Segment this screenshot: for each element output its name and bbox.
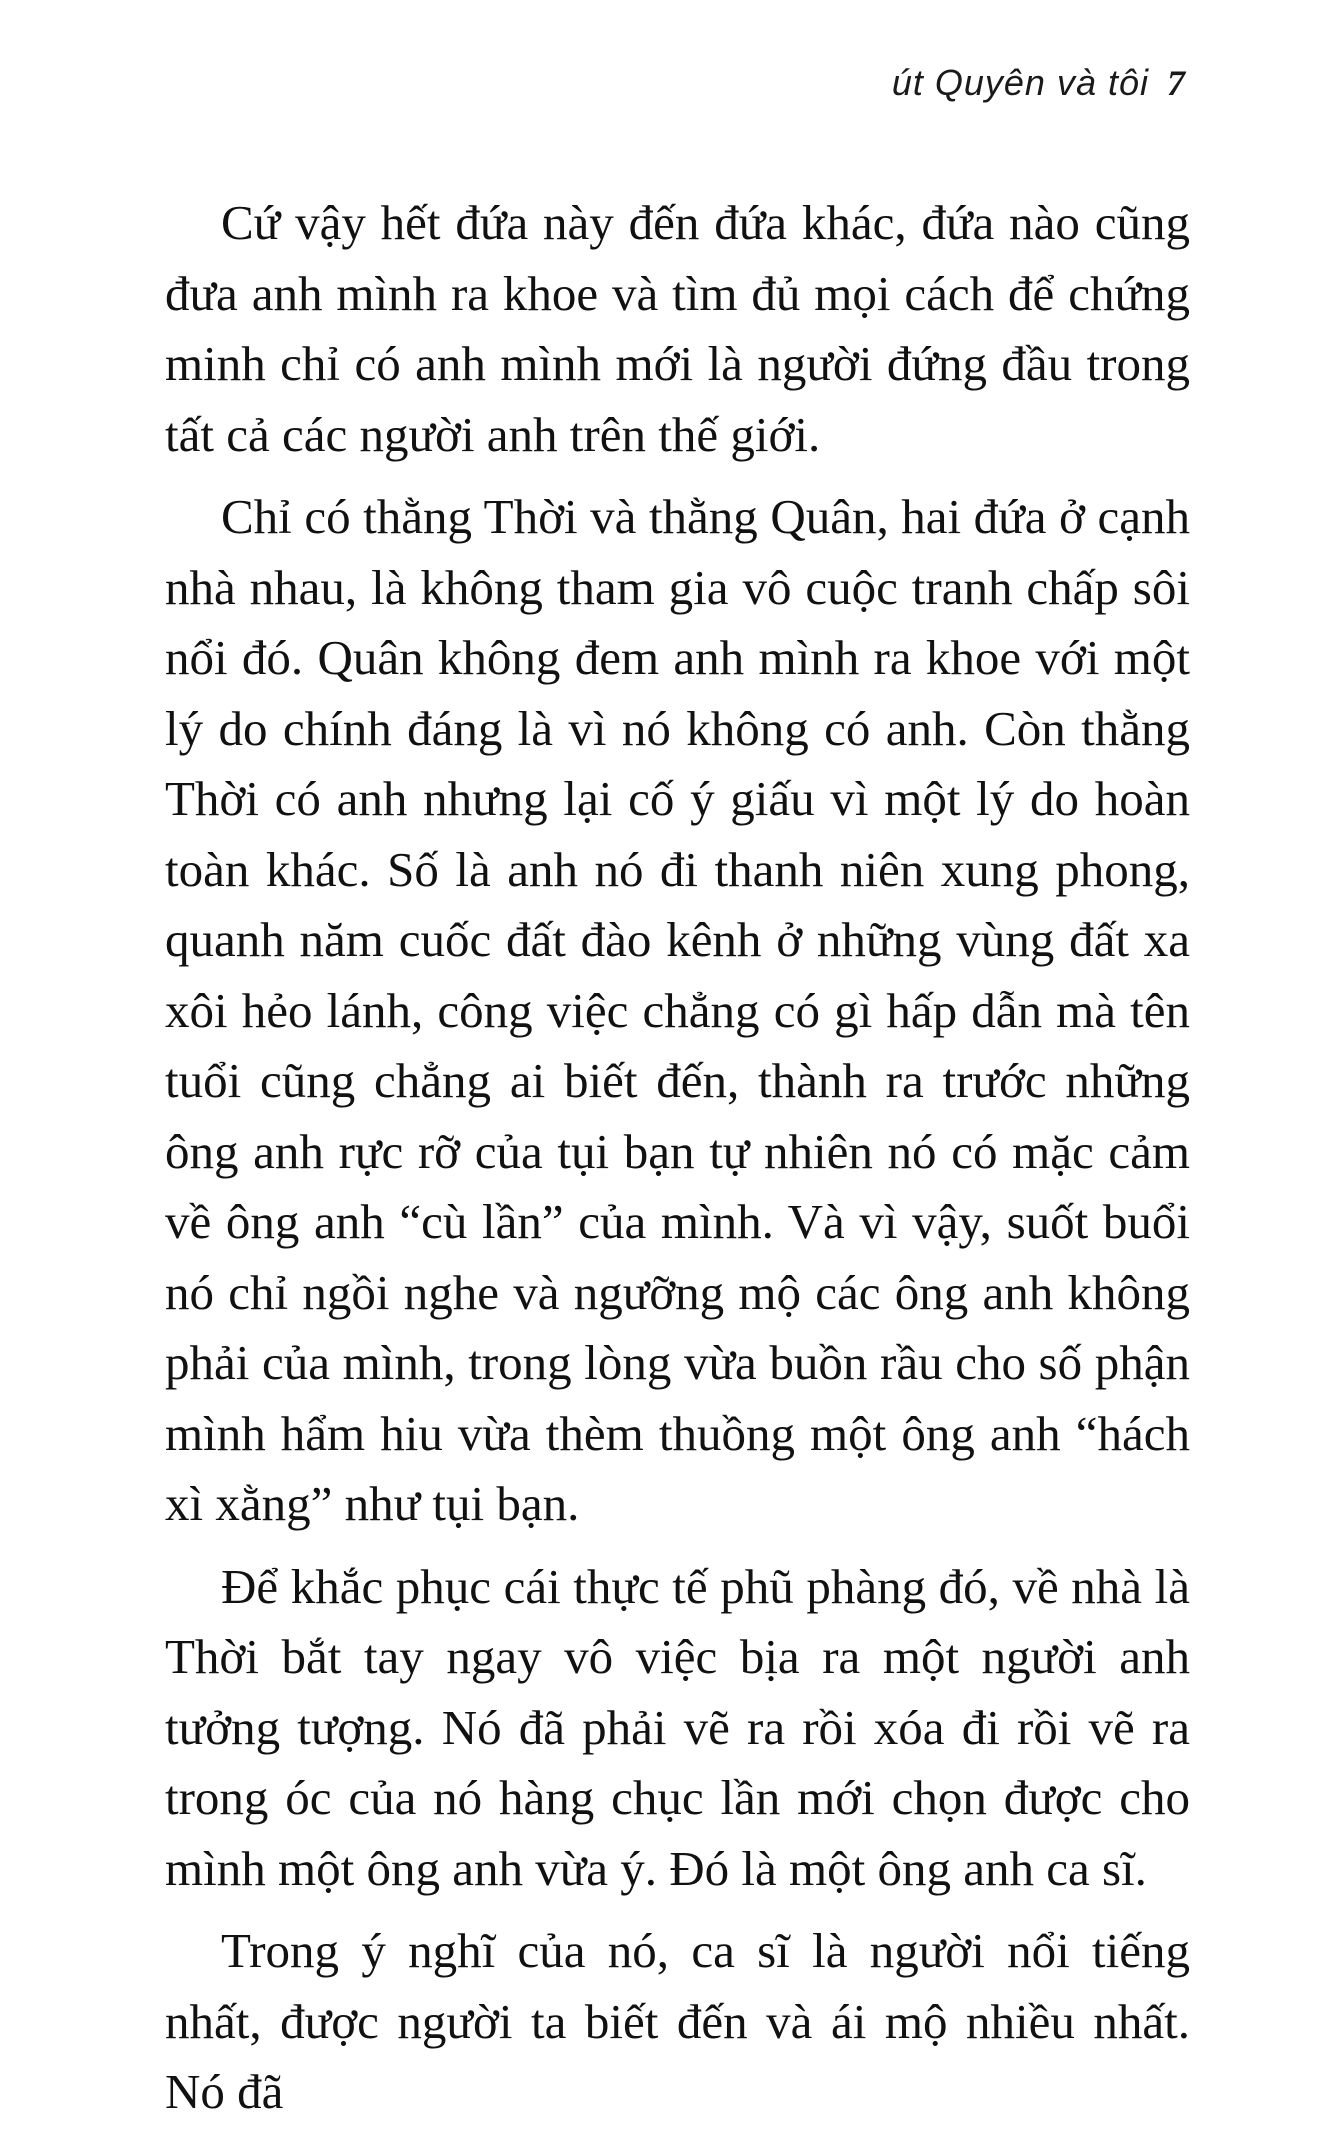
body-text <box>165 188 1190 2140</box>
paragraph: Cứ vậy hết đứa này đến đứa khác, đứa nào cũng đưa anh mình ra khoe và tìm đủ mọi cách để chứng minh chỉ có anh mình mới là người đứng đầu trong tất cả các người anh trên thế giới. <box>165 195 1190 462</box>
paragraph: Trong ý nghĩ của nó, ca sĩ là người nổi tiếng nhất, được người ta biết đến và ái mộ nhiều nhất. Nó đã <box>165 1923 1190 2119</box>
chapter-title: út Quyên và tôi <box>891 62 1149 103</box>
running-header <box>892 62 1186 104</box>
page-number: 7 <box>1167 63 1186 103</box>
paragraph: Chỉ có thằng Thời và thằng Quân, hai đứa ở cạnh nhà nhau, là không tham gia vô cuộc tranh chấp sôi nổi đó. Quân không đem anh mình ra khoe với một lý do chính đáng là vì nó không có anh. Còn thằng Thời có anh nhưng lại cố ý giấu vì một lý do hoàn toàn khác. Số là anh nó đi thanh niên xung phong, quanh năm cuốc đất đào kênh ở những vùng đất xa xôi hẻo lánh, công việc chẳng có gì hấp dẫn mà tên tuổi cũng chẳng ai biết đến, thành ra trước những ông anh rực rỡ của tụi bạn tự nhiên nó có mặc cảm về ông anh “cù lần” của mình. Và vì vậy, suốt buổi nó chỉ ngồi nghe và ngưỡng mộ các ông anh không phải của mình, trong lòng vừa buồn rầu cho số phận mình hẩm hiu vừa thèm thuồng một ông anh “hách xì xằng” như tụi bạn. <box>165 489 1190 1531</box>
paragraph: Để khắc phục cái thực tế phũ phàng đó, về nhà là Thời bắt tay ngay vô việc bịa ra một người anh tưởng tượng. Nó đã phải vẽ ra rồi xóa đi rồi vẽ ra trong óc của nó hàng chục lần mới chọn được cho mình một ông anh vừa ý. Đó là một ông anh ca sĩ. <box>165 1558 1190 1896</box>
